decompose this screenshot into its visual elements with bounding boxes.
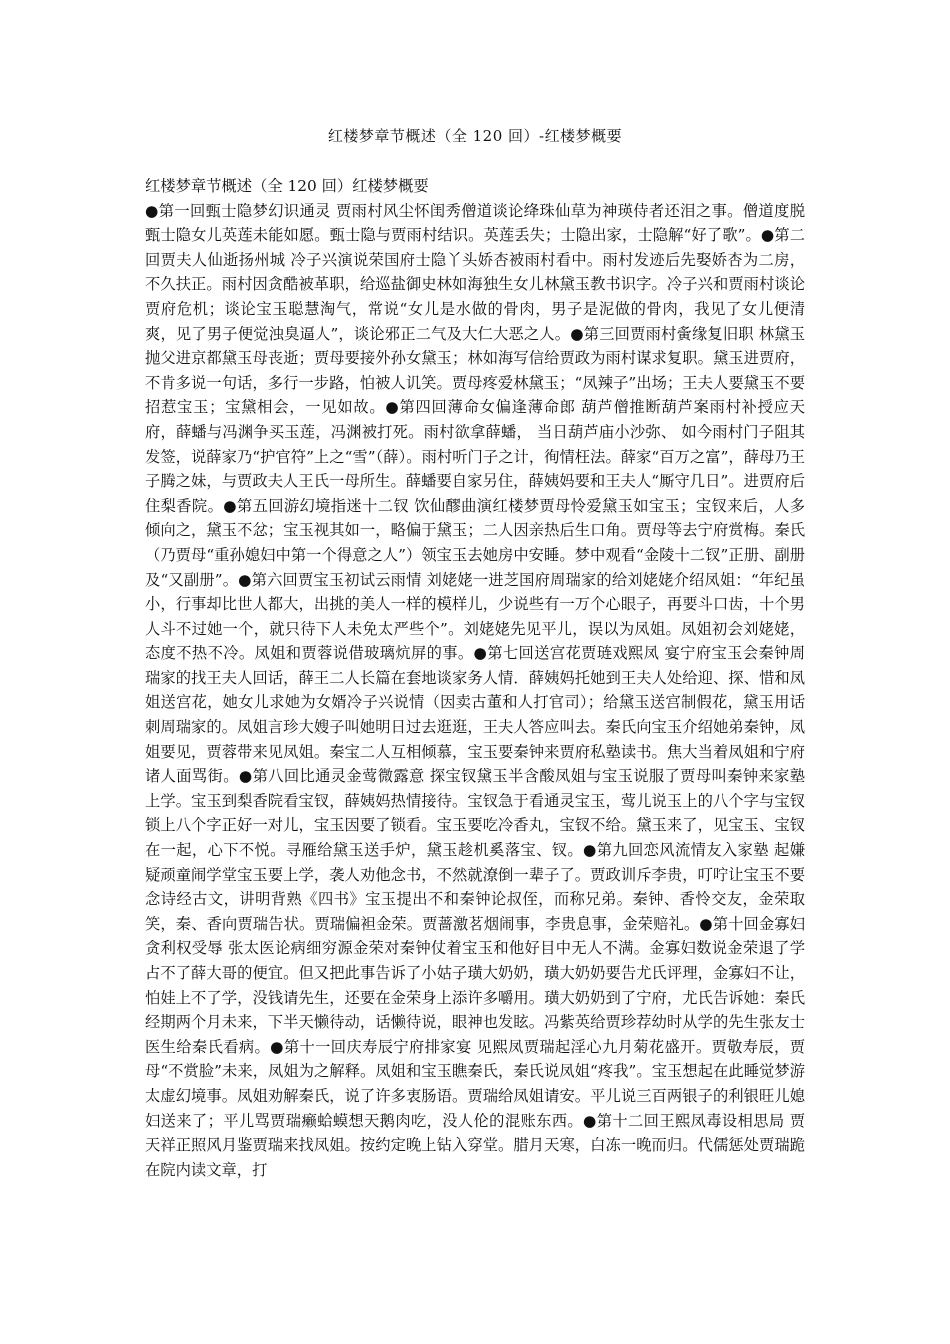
document-paragraph: ●第一回甄士隐梦幻识通灵 贾雨村风尘怀闺秀僧道谈论绛珠仙草为神瑛侍者还泪之事。僧道度脱甄士隐女儿英莲未能如愿。甄士隐与贾雨村结识。英莲丢失；士隐出家，士隐解“好了歌”。●第二回贾夫人仙逝扬州城 冷子兴演说荣国府士隐丫头娇杏被雨村看中。雨村发迹后先娶娇杏为二房，不久扶正。雨村因贪酷被革职，给巡盐御史林如海独生女儿林黛玉教书识字。冷子兴和贾雨村谈论贾府危机；谈论宝玉聪慧淘气，常说“女儿是水做的骨肉，男子是泥做的骨肉，我见了女儿便清爽，见了男子便觉浊臭逼人”，谈论邪正二气及大仁大恶之人。●第三回贾雨村夤缘复旧职 林黛玉抛父进京都黛玉母丧逝；贾母要接外孙女黛玉；林如海写信给贾政为雨村谋求复职。黛玉进贾府，不肯多说一句话，多行一步路，怕被人讥笑。贾母疼爱林黛玉；“凤辣子”出场；王夫人要黛玉不要招惹宝玉；宝黛相会，一见如故。●第四回薄命女偏逢薄命郎 葫芦僧推断葫芦案雨村补授应天府，薛蟠与冯渊争买玉莲，冯渊被打死。雨村欲拿薛蟠， 当日葫芦庙小沙弥、 如今雨村门子阻其发签，说薛家乃“护官符”上之“雪”（薛）。雨村听门子之计，徇情枉法。薛家“百万之富”，薛母乃王子腾之妹，与贾政夫人王氏一母所生。薛蟠要自家另住，薛姨妈要和王夫人“厮守几日”。进贾府后住梨香院。●第五回游幻境指迷十二钗 饮仙醪曲演红楼梦贾母怜爱黛玉如宝玉；宝钗来后，人多倾向之，黛玉不忿；宝玉视其如一，略偏于黛玉；二人因亲热后生口角。贾母等去宁府赏梅。秦氏（乃贾母“重孙媳妇中第一个得意之人”）领宝玉去她房中安睡。梦中观看“金陵十二钗”正册、副册及“又副册”。●第六回贾宝玉初试云雨情 刘姥姥一进芝国府周瑞家的给刘姥姥介绍凤姐：“年纪虽小，行事却比世人都大，出挑的美人一样的模样儿，少说些有一万个心眼子，再要斗口齿，十个男人斗不过她一个，就只待下人未免太严些个”。刘姥姥先见平儿，误以为凤姐。凤姐初会刘姥姥，态度不热不冷。凤姐和贾蓉说借玻璃炕屏的事。●第七回送宫花贾琏戏熙凤 宴宁府宝玉会秦钟周瑞家的找王夫人回话，薛王二人长篇在套地谈家务人情．薛姨妈托她到王夫人处给迎、探、惜和凤姐送宫花，她女儿求她为女婿冷子兴说情（因卖古董和人打官司）；给黛玉送宫制假花，黛玉用话刺周瑞家的。凤姐言珍大嫂子叫她明日过去逛逛，王夫人答应叫去。秦氏向宝玉介绍她弟秦钟，凤姐要见，贾蓉带来见凤姐。秦宝二人互相倾慕，宝玉要秦钟来贾府私塾读书。焦大当着凤姐和宁府诸人面骂街。●第八回比通灵金莺微露意 探宝钗黛玉半含酸凤姐与宝玉说服了贾母叫秦钟来家塾上学。宝玉到梨香院看宝钗，薛姨妈热情接待。宝钗急于看通灵宝玉，莺儿说玉上的八个字与宝钗锁上八个字正好一对儿，宝玉因要了锁看。宝玉要吃冷香丸，宝钗不给。黛玉来了，见宝玉、宝钗在一起，心下不悦。寻雁给黛玉送手炉，黛玉趁机奚落宝、钗。●第九回恋风流情友入家塾 起嫌疑顽童闹学堂宝玉要上学，袭人劝他念书，不然就潦倒一辈子了。贾政训斥李贵，叮咛让宝玉不要念诗经古文，讲明背熟《四书》宝玉提出不和秦钟论叔侄，而称兄弟。秦钟、香怜交友，金荣取笑，秦、香向贾瑞告状。贾瑞偏袒金荣。贾蔷激茗烟闹事，李贵息事，金荣赔礼。●第十回金寡妇贪利权受辱 张太医论病细穷源金荣对秦钟仗着宝玉和他好目中无人不满。金寡妇数说金荣退了学占不了薛大哥的便宜。但又把此事告诉了小姑子璜大奶奶，璜大奶奶要告尤氏评理，金寡妇不让，怕娃上不了学，没钱请先生，还要在金荣身上添许多嚼用。璜大奶奶到了宁府，尤氏告诉她：秦氏经期两个月未来，下半天懒待动，话懒待说，眼神也发眩。冯紫英给贾珍荐幼时从学的先生张友士医生给秦氏看病。●第十一回庆寿辰宁府排家宴 见熙凤贾瑞起淫心九月菊花盛开。贾敬寿辰，贾母“不赏脸”未来，凤姐为之解释。凤姐和宝玉瞧秦氏，秦氏说凤姐“疼我”。宝玉想起在此睡觉梦游太虚幻境事。凤姐劝解秦氏，说了许多衷肠语。贾瑞给凤姐请安。平儿说三百两银子的利银旺儿媳妇送来了；平儿骂贾瑞癞蛤蟆想天鹅肉吃，没人伦的混账东西。●第十二回王熙凤毒设相思局 贾天祥正照风月鉴贾瑞来找凤姐。按约定晚上钻入穿堂。腊月天寒，白冻一晚而归。代儒惩处贾瑞跪在院内读文章，打 <box>145 201 805 1179</box>
document-subtitle: 红楼梦章节概述（全 120 回）红楼梦概要 <box>145 177 429 195</box>
document-body <box>145 174 805 1182</box>
document-title: 红楼梦章节概述（全 120 回）-红楼梦概要 <box>327 127 623 145</box>
